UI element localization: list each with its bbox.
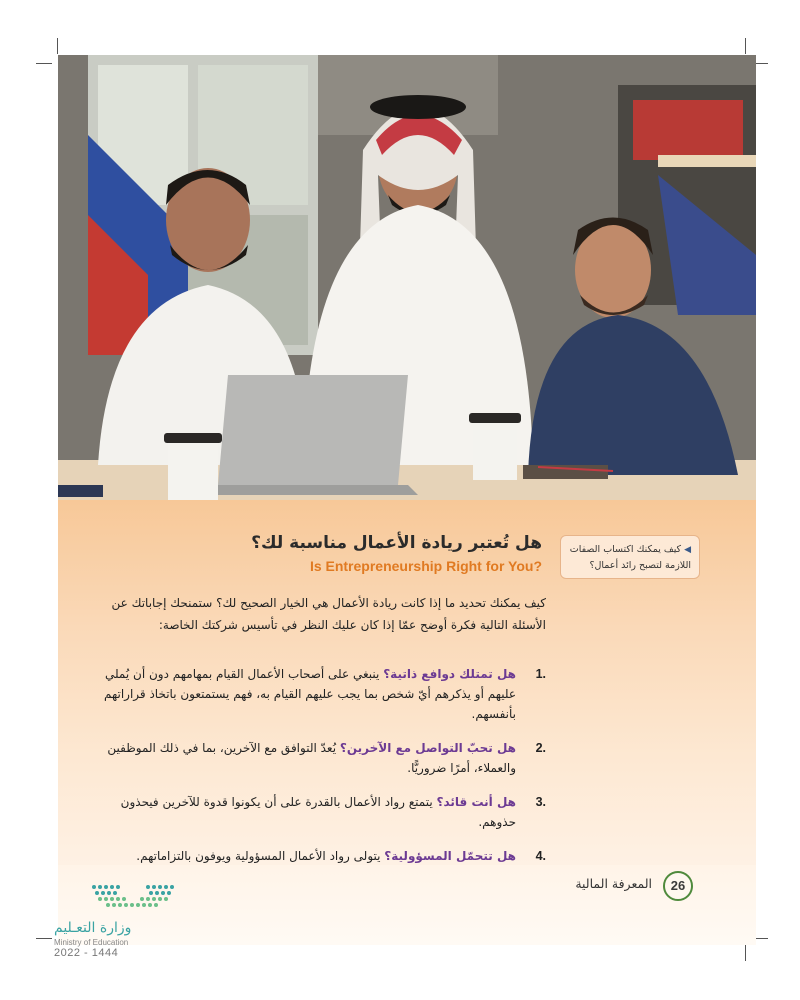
hero-photo	[58, 55, 756, 500]
item-number: 1.	[535, 667, 546, 681]
photo-illustration	[58, 55, 756, 500]
crop-mark	[36, 63, 52, 64]
crop-mark	[57, 38, 58, 54]
list-item	[100, 846, 546, 866]
crop-mark	[745, 38, 746, 54]
lesson-title-english: Is Entrepreneurship Right for You?	[309, 558, 542, 574]
item-text: ينبغي على أصحاب الأعمال القيام بمهامهم دون أن يُملي عليهم أو يذكرهم أيّ شخص بما يجب عليهم القيام به، فهم يستمتعون باتخاذ قراراتهم بأنفسهم.	[103, 667, 516, 721]
ministry-name-arabic: وزارة التعـليم	[54, 920, 132, 936]
item-question: هل تتحمّل المسؤولية؟	[384, 849, 516, 863]
list-item	[100, 792, 546, 832]
item-text: يُعدّ التوافق مع الآخرين، بما في ذلك الموظفين والعملاء، أمرًا ضروريًّا.	[107, 741, 516, 775]
side-note-box	[560, 535, 700, 579]
page-number: 26	[663, 871, 693, 901]
crop-mark	[745, 945, 746, 961]
ministry-name-english: Ministry of Education	[54, 938, 129, 947]
edition-year: 2022 - 1444	[54, 947, 119, 959]
lesson-title-arabic: هل تُعتبر ريادة الأعمال مناسبة لك؟	[251, 533, 542, 553]
item-question: هل تحبّ التواصل مع الآخرين؟	[339, 741, 516, 755]
item-number: 2.	[535, 741, 546, 755]
side-note-text: كيف يمكنك اكتساب الصفات اللازمة لتصبح رائد أعمال؟	[569, 544, 691, 571]
item-text: يتمتع رواد الأعمال بالقدرة على أن يكونوا قدوة للآخرين فيحذون حذوهم.	[120, 795, 516, 829]
intro-paragraph: كيف يمكنك تحديد ما إذا كانت ريادة الأعمال هي الخيار الصحيح لك؟ ستمنحك إجاباتك عن الأسئلة التالية فكرة أوضح عمّا إذا كان عليك النظر في تأسيس شركتك الخاصة:	[111, 596, 546, 632]
item-text: يتولى رواد الأعمال المسؤولية ويوفون بالتزاماتهم.	[136, 849, 385, 863]
crop-mark	[36, 938, 52, 939]
item-question: هل تمتلك دوافع ذاتية؟	[383, 667, 516, 681]
ministry-logo-icon	[88, 882, 178, 912]
section-name: المعرفة المالية	[575, 876, 652, 891]
list-item	[100, 738, 546, 778]
question-list	[100, 664, 546, 880]
item-number: 3.	[535, 795, 546, 809]
item-number: 4.	[535, 849, 546, 863]
triangle-pointer-icon: ◀	[684, 545, 691, 555]
list-item	[100, 664, 546, 724]
item-question: هل أنت قائد؟	[436, 795, 516, 809]
